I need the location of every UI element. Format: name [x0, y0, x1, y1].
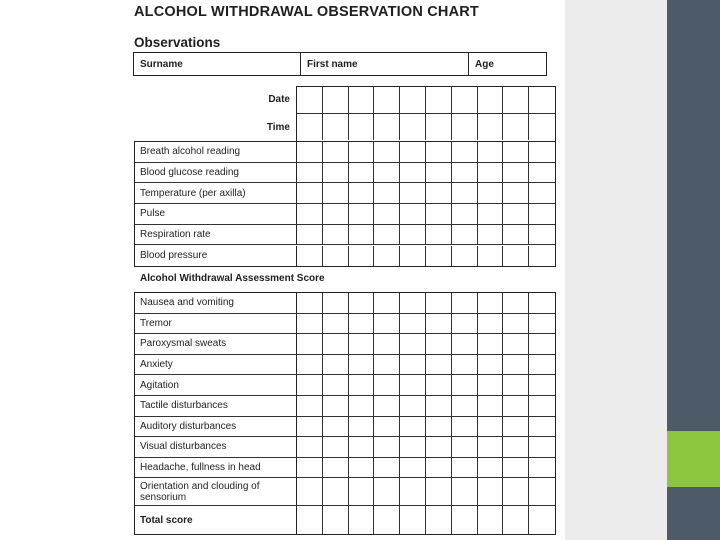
entry-cell[interactable]	[349, 506, 375, 534]
entry-cell[interactable]	[400, 396, 426, 416]
age-label: Age	[475, 59, 494, 70]
entry-cell[interactable]	[452, 87, 478, 113]
entry-cell[interactable]	[400, 225, 426, 245]
entry-cell[interactable]	[374, 506, 400, 534]
entry-cell[interactable]	[297, 293, 323, 313]
entry-cell[interactable]	[297, 396, 323, 416]
row-label: Visual disturbances	[135, 437, 297, 457]
entry-cell[interactable]	[503, 417, 529, 437]
row-entry-cells	[297, 396, 555, 416]
entry-cell[interactable]	[503, 246, 529, 267]
entry-cell[interactable]	[503, 375, 529, 395]
entry-cell[interactable]	[400, 478, 426, 505]
time-row	[297, 114, 555, 141]
assessment-row	[135, 293, 555, 314]
entry-cell[interactable]	[297, 417, 323, 437]
entry-cell[interactable]	[323, 225, 349, 245]
entry-cell[interactable]	[374, 458, 400, 478]
date-time-grid	[296, 86, 556, 142]
entry-cell[interactable]	[426, 417, 452, 437]
entry-cell[interactable]	[374, 183, 400, 203]
entry-cell[interactable]	[529, 375, 555, 395]
observation-row	[135, 183, 555, 204]
entry-cell[interactable]	[452, 114, 478, 141]
entry-cell[interactable]	[297, 478, 323, 505]
entry-cell[interactable]	[349, 293, 375, 313]
row-label: Headache, fullness in head	[135, 458, 297, 478]
row-label: Blood pressure	[135, 246, 297, 267]
row-label: Total score	[135, 506, 297, 534]
time-label: Time	[266, 122, 290, 133]
row-entry-cells	[297, 375, 555, 395]
row-entry-cells	[297, 204, 555, 224]
entry-cell[interactable]	[400, 87, 426, 113]
surname-label: Surname	[140, 59, 183, 70]
entry-cell[interactable]	[297, 314, 323, 334]
entry-cell[interactable]	[503, 334, 529, 354]
row-label: Agitation	[135, 375, 297, 395]
entry-cell[interactable]	[297, 225, 323, 245]
entry-cell[interactable]	[349, 417, 375, 437]
row-label: Orientation and clouding of sensorium	[135, 478, 297, 505]
assessment-row	[135, 417, 555, 438]
entry-cell[interactable]	[478, 478, 504, 505]
entry-cell[interactable]	[297, 183, 323, 203]
entry-cell[interactable]	[349, 246, 375, 267]
entry-cell[interactable]	[478, 246, 504, 267]
entry-cell[interactable]	[349, 437, 375, 457]
entry-cell[interactable]	[529, 458, 555, 478]
entry-cell[interactable]	[349, 183, 375, 203]
entry-cell[interactable]	[323, 458, 349, 478]
entry-cell[interactable]	[426, 204, 452, 224]
row-label: Pulse	[135, 204, 297, 224]
entry-cell[interactable]	[529, 204, 555, 224]
entry-cell[interactable]	[478, 183, 504, 203]
assessment-row	[135, 478, 555, 506]
slide-gray-band	[565, 0, 667, 540]
entry-cell[interactable]	[323, 87, 349, 113]
entry-cell[interactable]	[426, 314, 452, 334]
entry-cell[interactable]	[529, 314, 555, 334]
entry-cell[interactable]	[323, 355, 349, 375]
entry-cell[interactable]	[503, 355, 529, 375]
entry-cell[interactable]	[452, 417, 478, 437]
observations-heading: Observations	[134, 35, 221, 50]
entry-cell[interactable]	[297, 114, 323, 141]
entry-cell[interactable]	[297, 458, 323, 478]
entry-cell[interactable]	[426, 458, 452, 478]
observation-row	[135, 163, 555, 184]
assessment-row	[135, 334, 555, 355]
row-label: Blood glucose reading	[135, 163, 297, 183]
entry-cell[interactable]	[400, 437, 426, 457]
entry-cell[interactable]	[297, 506, 323, 534]
entry-cell[interactable]	[400, 142, 426, 162]
entry-cell[interactable]	[529, 355, 555, 375]
entry-cell[interactable]	[529, 478, 555, 505]
entry-cell[interactable]	[426, 334, 452, 354]
entry-cell[interactable]	[529, 225, 555, 245]
date-row	[297, 87, 555, 114]
entry-cell[interactable]	[323, 478, 349, 505]
row-entry-cells	[297, 417, 555, 437]
entry-cell[interactable]	[297, 163, 323, 183]
entry-cell[interactable]	[452, 142, 478, 162]
entry-cell[interactable]	[323, 142, 349, 162]
entry-cell[interactable]	[478, 375, 504, 395]
entry-cell[interactable]	[349, 334, 375, 354]
entry-cell[interactable]	[452, 204, 478, 224]
assessment-row	[135, 355, 555, 376]
entry-cell[interactable]	[297, 355, 323, 375]
entry-cell[interactable]	[503, 163, 529, 183]
entry-cell[interactable]	[478, 355, 504, 375]
entry-cell[interactable]	[400, 183, 426, 203]
first-name-field[interactable]	[301, 53, 469, 75]
entry-cell[interactable]	[426, 114, 452, 141]
entry-cell[interactable]	[323, 293, 349, 313]
assessment-row	[135, 314, 555, 335]
entry-cell[interactable]	[503, 314, 529, 334]
entry-cell[interactable]	[426, 225, 452, 245]
entry-cell[interactable]	[529, 183, 555, 203]
entry-cell[interactable]	[529, 396, 555, 416]
entry-cell[interactable]	[323, 396, 349, 416]
assessment-row	[135, 396, 555, 417]
entry-cell[interactable]	[529, 437, 555, 457]
entry-cell[interactable]	[503, 183, 529, 203]
row-label: Breath alcohol reading	[135, 142, 297, 162]
entry-cell[interactable]	[478, 334, 504, 354]
entry-cell[interactable]	[323, 437, 349, 457]
entry-cell[interactable]	[400, 114, 426, 141]
entry-cell[interactable]	[374, 417, 400, 437]
entry-cell[interactable]	[400, 293, 426, 313]
entry-cell[interactable]	[400, 506, 426, 534]
row-entry-cells	[297, 458, 555, 478]
entry-cell[interactable]	[400, 375, 426, 395]
entry-cell[interactable]	[297, 437, 323, 457]
entry-cell[interactable]	[478, 87, 504, 113]
entry-cell[interactable]	[503, 142, 529, 162]
entry-cell[interactable]	[529, 142, 555, 162]
entry-cell[interactable]	[349, 375, 375, 395]
entry-cell[interactable]	[426, 437, 452, 457]
entry-cell[interactable]	[426, 506, 452, 534]
entry-cell[interactable]	[349, 163, 375, 183]
entry-cell[interactable]	[374, 142, 400, 162]
row-entry-cells	[297, 183, 555, 203]
entry-cell[interactable]	[400, 458, 426, 478]
entry-cell[interactable]	[478, 163, 504, 183]
entry-cell[interactable]	[478, 396, 504, 416]
entry-cell[interactable]	[297, 87, 323, 113]
entry-cell[interactable]	[426, 163, 452, 183]
assessment-row	[135, 375, 555, 396]
surname-field[interactable]	[134, 53, 301, 75]
row-label: Tactile disturbances	[135, 396, 297, 416]
entry-cell[interactable]	[529, 246, 555, 267]
observation-row	[135, 142, 555, 163]
entry-cell[interactable]	[400, 417, 426, 437]
entry-cell[interactable]	[400, 355, 426, 375]
entry-cell[interactable]	[452, 355, 478, 375]
entry-cell[interactable]	[503, 87, 529, 113]
entry-cell[interactable]	[478, 293, 504, 313]
entry-cell[interactable]	[400, 204, 426, 224]
entry-cell[interactable]	[323, 183, 349, 203]
entry-cell[interactable]	[349, 204, 375, 224]
entry-cell[interactable]	[529, 114, 555, 141]
entry-cell[interactable]	[400, 314, 426, 334]
entry-cell[interactable]	[374, 204, 400, 224]
entry-cell[interactable]	[503, 506, 529, 534]
entry-cell[interactable]	[323, 506, 349, 534]
entry-cell[interactable]	[426, 183, 452, 203]
chart-title: ALCOHOL WITHDRAWAL OBSERVATION CHART	[134, 4, 479, 20]
row-entry-cells	[297, 293, 555, 313]
entry-cell[interactable]	[452, 183, 478, 203]
first-name-label: First name	[307, 59, 358, 70]
row-label: Nausea and vomiting	[135, 293, 297, 313]
entry-cell[interactable]	[374, 478, 400, 505]
assessment-row	[135, 458, 555, 479]
entry-cell[interactable]	[503, 225, 529, 245]
entry-cell[interactable]	[503, 458, 529, 478]
observation-row	[135, 204, 555, 225]
entry-cell[interactable]	[426, 396, 452, 416]
entry-cell[interactable]	[478, 417, 504, 437]
entry-cell[interactable]	[529, 293, 555, 313]
patient-details-box	[133, 52, 547, 76]
row-label: Tremor	[135, 314, 297, 334]
entry-cell[interactable]	[503, 204, 529, 224]
entry-cell[interactable]	[374, 114, 400, 141]
entry-cell[interactable]	[297, 204, 323, 224]
entry-cell[interactable]	[478, 437, 504, 457]
entry-cell[interactable]	[374, 334, 400, 354]
entry-cell[interactable]	[478, 314, 504, 334]
row-entry-cells	[297, 163, 555, 183]
row-entry-cells	[297, 142, 555, 162]
entry-cell[interactable]	[529, 417, 555, 437]
row-entry-cells	[297, 506, 555, 534]
entry-cell[interactable]	[349, 458, 375, 478]
row-entry-cells	[297, 334, 555, 354]
entry-cell[interactable]	[426, 142, 452, 162]
entry-cell[interactable]	[452, 375, 478, 395]
entry-cell[interactable]	[323, 375, 349, 395]
entry-cell[interactable]	[529, 334, 555, 354]
row-entry-cells	[297, 246, 555, 267]
entry-cell[interactable]	[349, 87, 375, 113]
entry-cell[interactable]	[478, 142, 504, 162]
entry-cell[interactable]	[452, 437, 478, 457]
entry-cell[interactable]	[452, 163, 478, 183]
entry-cell[interactable]	[374, 87, 400, 113]
entry-cell[interactable]	[503, 437, 529, 457]
entry-cell[interactable]	[323, 246, 349, 267]
assessment-score-table	[134, 292, 556, 535]
row-label: Auditory disturbances	[135, 417, 297, 437]
entry-cell[interactable]	[297, 375, 323, 395]
row-label: Anxiety	[135, 355, 297, 375]
entry-cell[interactable]	[426, 246, 452, 267]
entry-cell[interactable]	[452, 293, 478, 313]
entry-cell[interactable]	[323, 314, 349, 334]
entry-cell[interactable]	[374, 314, 400, 334]
entry-cell[interactable]	[426, 293, 452, 313]
slide-accent-block	[667, 431, 720, 487]
row-entry-cells	[297, 225, 555, 245]
entry-cell[interactable]	[349, 225, 375, 245]
entry-cell[interactable]	[529, 163, 555, 183]
entry-cell[interactable]	[323, 334, 349, 354]
entry-cell[interactable]	[349, 314, 375, 334]
entry-cell[interactable]	[503, 114, 529, 141]
entry-cell[interactable]	[529, 506, 555, 534]
entry-cell[interactable]	[503, 396, 529, 416]
entry-cell[interactable]	[323, 417, 349, 437]
entry-cell[interactable]	[452, 506, 478, 534]
age-field[interactable]	[469, 53, 545, 75]
entry-cell[interactable]	[349, 355, 375, 375]
entry-cell[interactable]	[478, 506, 504, 534]
entry-cell[interactable]	[400, 334, 426, 354]
entry-cell[interactable]	[452, 314, 478, 334]
row-label: Temperature (per axilla)	[135, 183, 297, 203]
entry-cell[interactable]	[478, 204, 504, 224]
entry-cell[interactable]	[323, 114, 349, 141]
entry-cell[interactable]	[426, 478, 452, 505]
entry-cell[interactable]	[452, 396, 478, 416]
entry-cell[interactable]	[529, 87, 555, 113]
row-entry-cells	[297, 314, 555, 334]
entry-cell[interactable]	[374, 437, 400, 457]
row-entry-cells	[297, 437, 555, 457]
entry-cell[interactable]	[478, 114, 504, 141]
entry-cell[interactable]	[349, 142, 375, 162]
entry-cell[interactable]	[374, 293, 400, 313]
entry-cell[interactable]	[426, 355, 452, 375]
entry-cell[interactable]	[374, 375, 400, 395]
entry-cell[interactable]	[323, 163, 349, 183]
observation-row	[135, 246, 555, 267]
entry-cell[interactable]	[503, 293, 529, 313]
entry-cell[interactable]	[374, 246, 400, 267]
entry-cell[interactable]	[323, 204, 349, 224]
entry-cell[interactable]	[349, 114, 375, 141]
entry-cell[interactable]	[297, 142, 323, 162]
entry-cell[interactable]	[374, 396, 400, 416]
row-label: Respiration rate	[135, 225, 297, 245]
total-score-row	[135, 506, 555, 534]
entry-cell[interactable]	[452, 458, 478, 478]
row-entry-cells	[297, 478, 555, 505]
entry-cell[interactable]	[349, 396, 375, 416]
entry-cell[interactable]	[400, 246, 426, 267]
entry-cell[interactable]	[349, 478, 375, 505]
entry-cell[interactable]	[452, 334, 478, 354]
observations-table	[134, 141, 556, 267]
observation-row	[135, 225, 555, 246]
row-label: Paroxysmal sweats	[135, 334, 297, 354]
row-entry-cells	[297, 355, 555, 375]
entry-cell[interactable]	[297, 246, 323, 267]
entry-cell[interactable]	[426, 87, 452, 113]
entry-cell[interactable]	[400, 163, 426, 183]
entry-cell[interactable]	[452, 225, 478, 245]
entry-cell[interactable]	[374, 225, 400, 245]
assessment-heading: Alcohol Withdrawal Assessment Score	[140, 273, 325, 284]
entry-cell[interactable]	[478, 458, 504, 478]
entry-cell[interactable]	[452, 478, 478, 505]
entry-cell[interactable]	[503, 478, 529, 505]
entry-cell[interactable]	[478, 225, 504, 245]
entry-cell[interactable]	[374, 355, 400, 375]
date-label: Date	[268, 94, 290, 105]
assessment-row	[135, 437, 555, 458]
entry-cell[interactable]	[374, 163, 400, 183]
entry-cell[interactable]	[426, 375, 452, 395]
entry-cell[interactable]	[297, 334, 323, 354]
entry-cell[interactable]	[452, 246, 478, 267]
